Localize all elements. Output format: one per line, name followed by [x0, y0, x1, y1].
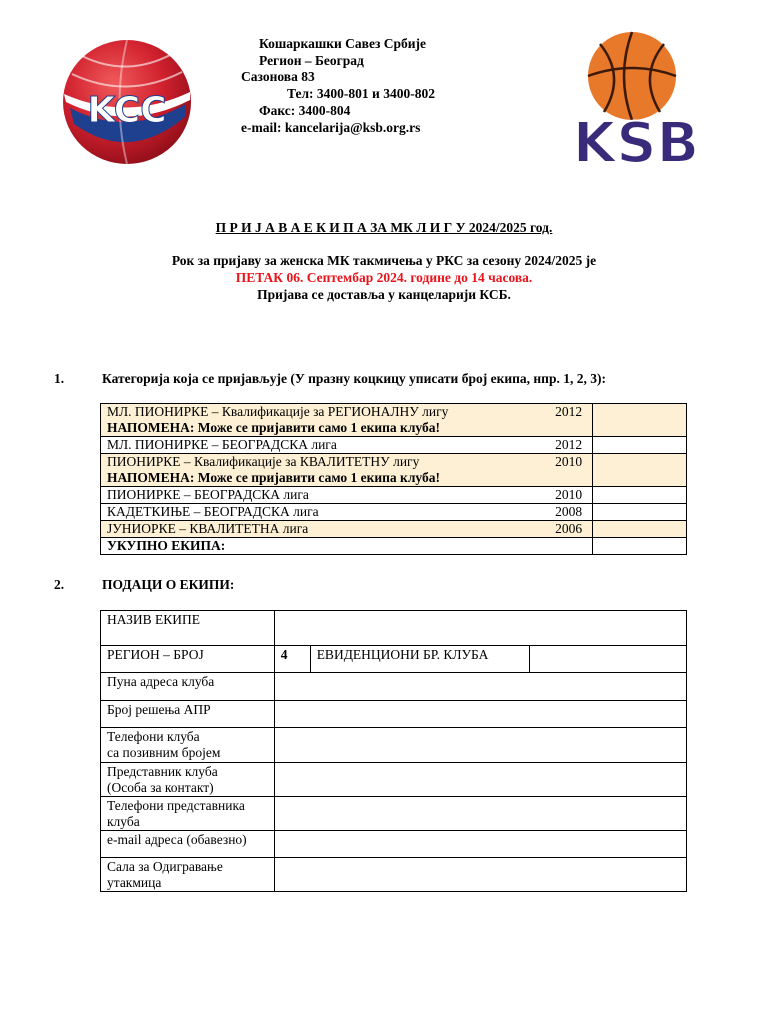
table-row	[101, 646, 687, 673]
team-name-input[interactable]	[274, 611, 686, 646]
field-label-line: клуба	[107, 814, 140, 829]
team-count-input[interactable]	[593, 404, 687, 437]
table-row	[101, 858, 687, 892]
org-name: Кошаркашки Савез Србије	[259, 36, 427, 51]
section1-title: Категорија која се пријављује (У празну коцкицу уписати број екипа, нпр. 1, 2, 3):	[102, 371, 606, 386]
ksb-logo	[572, 30, 700, 176]
table-row	[101, 797, 687, 831]
field-label	[101, 728, 275, 763]
region-number-input[interactable]: 4	[274, 646, 310, 673]
category-cell	[101, 487, 593, 504]
category-year: 2012	[555, 437, 583, 452]
club-address-input[interactable]	[274, 673, 686, 701]
fax: Факс: 3400-804	[259, 103, 351, 118]
section2-number: 2.	[54, 577, 65, 592]
club-id-label: ЕВИДЕНЦИОНИ БР. КЛУБА	[310, 646, 530, 673]
table-row	[101, 701, 687, 728]
category-note: НАПОМЕНА: Може се пријавити само 1 екипа клуба!	[107, 470, 440, 485]
field-label-line: (Особа за контакт)	[107, 780, 214, 795]
deadline-submit-note: Пријава се доставља у канцеларији КСБ.	[257, 287, 511, 302]
total-input[interactable]	[593, 538, 687, 555]
ksb-logo-graphic	[572, 30, 700, 176]
region-label: РЕГИОН – БРОЈ	[101, 646, 275, 673]
field-label	[101, 797, 275, 831]
team-name-label: НАЗИВ ЕКИПЕ	[101, 611, 275, 646]
field-label	[101, 858, 275, 892]
table-row	[101, 454, 687, 487]
field-label	[101, 673, 275, 701]
table-row	[101, 504, 687, 521]
field-label-line: Број решења АПР	[107, 702, 211, 717]
table-row	[101, 673, 687, 701]
category-note: НАПОМЕНА: Може се пријавити само 1 екипа клуба!	[107, 420, 440, 435]
team-data-table	[100, 610, 687, 892]
section1-number: 1.	[54, 371, 65, 386]
field-label-line: утакмица	[107, 875, 162, 890]
email: e-mail: kancelarija@ksb.org.rs	[241, 120, 421, 135]
category-label: ПИОНИРКЕ – Квалификације за КВАЛИТЕТНУ лигу	[107, 454, 420, 469]
category-label: МЛ. ПИОНИРКЕ – Квалификације за РЕГИОНАЛНУ лигу	[107, 404, 449, 419]
category-cell	[101, 521, 593, 538]
table-row	[101, 611, 687, 646]
phone: Тел: 3400-801 и 3400-802	[287, 86, 435, 101]
category-year: 2006	[555, 521, 583, 536]
team-count-input[interactable]	[593, 437, 687, 454]
table-row	[101, 831, 687, 858]
page-title: П Р И Ј А В А Е К И П А ЗА МК Л И Г У 2024/2025 год.	[215, 220, 553, 235]
kcc-logo-text: KCC	[87, 90, 167, 131]
field-label-line: Телефони представника	[107, 798, 245, 813]
category-label: ЈУНИОРКЕ – КВАЛИТЕТНА лига	[107, 521, 309, 536]
venue-input[interactable]	[274, 858, 686, 892]
category-label: КАДЕТКИЊЕ – БЕОГРАДСКА лига	[107, 504, 319, 519]
club-phones-input[interactable]	[274, 728, 686, 763]
category-label: МЛ. ПИОНИРКЕ – БЕОГРАДСКА лига	[107, 437, 337, 452]
category-cell	[101, 437, 593, 454]
field-label	[101, 831, 275, 858]
deadline-date: ПЕТАК 06. Септембар 2024. године до 14 часова.	[235, 270, 533, 285]
section2-title: ПОДАЦИ О ЕКИПИ:	[102, 577, 235, 592]
field-label-line: e-mail адреса (обавезно)	[107, 832, 247, 847]
address: Сазонова 83	[241, 69, 315, 84]
category-year: 2010	[555, 454, 583, 469]
team-count-input[interactable]	[593, 454, 687, 487]
club-id-input[interactable]	[530, 646, 687, 673]
team-count-input[interactable]	[593, 504, 687, 521]
kcc-logo-graphic	[60, 38, 194, 166]
table-row	[101, 437, 687, 454]
field-label	[101, 701, 275, 728]
deadline-line1: Рок за пријаву за женска МК такмичења у РКС за сезону 2024/2025 је	[171, 253, 597, 268]
field-label	[101, 763, 275, 797]
kcc-logo	[60, 38, 194, 166]
email-input[interactable]	[274, 831, 686, 858]
category-cell	[101, 454, 593, 487]
field-label-line: Сала за Одигравање	[107, 859, 223, 874]
category-label: ПИОНИРКЕ – БЕОГРАДСКА лига	[107, 487, 309, 502]
total-label: УКУПНО ЕКИПА:	[101, 538, 593, 555]
apr-number-input[interactable]	[274, 701, 686, 728]
team-count-input[interactable]	[593, 521, 687, 538]
category-year: 2010	[555, 487, 583, 502]
table-row	[101, 763, 687, 797]
category-cell	[101, 404, 593, 437]
field-label-line: са позивним бројем	[107, 745, 221, 760]
team-count-input[interactable]	[593, 487, 687, 504]
table-row	[101, 728, 687, 763]
table-row	[101, 404, 687, 437]
field-label-line: Пуна адреса клуба	[107, 674, 215, 689]
table-row	[101, 521, 687, 538]
ksb-logo-text: KSB	[572, 111, 700, 176]
category-year: 2008	[555, 504, 583, 519]
field-label-line: Представник клуба	[107, 764, 218, 779]
field-label-line: Телефони клуба	[107, 729, 200, 744]
region-name: Регион – Београд	[259, 53, 364, 68]
table-row	[101, 538, 687, 555]
table-row	[101, 487, 687, 504]
club-representative-input[interactable]	[274, 763, 686, 797]
category-cell	[101, 504, 593, 521]
representative-phones-input[interactable]	[274, 797, 686, 831]
category-table	[100, 403, 687, 555]
category-year: 2012	[555, 404, 583, 419]
